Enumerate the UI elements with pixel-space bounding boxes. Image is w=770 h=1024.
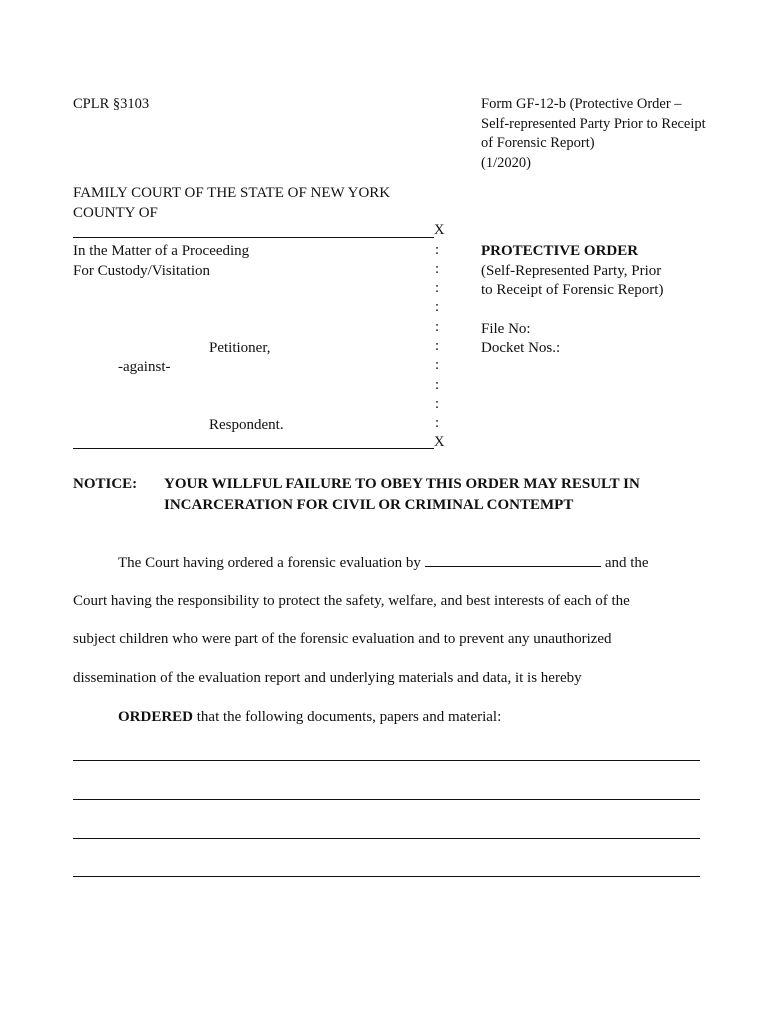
- caption-colon: :: [434, 242, 440, 258]
- caption-colon: :: [434, 261, 440, 277]
- caption-colon: :: [434, 357, 440, 373]
- form-line: Self-represented Party Prior to Receipt: [481, 115, 706, 132]
- court-name: FAMILY COURT OF THE STATE OF NEW YORK: [73, 185, 391, 201]
- notice-label: NOTICE:: [73, 476, 138, 492]
- matter-line-2: For Custody/Visitation: [73, 263, 211, 279]
- file-no-label: File No:: [481, 321, 531, 337]
- body-line-3: subject children who were part of the forensic evaluation and to prevent any unauthorized: [73, 631, 612, 647]
- documents-blank-line[interactable]: [73, 838, 700, 839]
- caption-x-mark-top: X: [434, 222, 445, 238]
- body-line-1: [118, 552, 649, 573]
- ordered-keyword: ORDERED: [118, 709, 194, 725]
- caption-colon: :: [434, 415, 440, 431]
- county-label: COUNTY OF: [73, 205, 158, 221]
- caption-colon: :: [434, 377, 440, 393]
- documents-blank-line[interactable]: [73, 876, 700, 877]
- caption-colon: :: [434, 280, 440, 296]
- caption-colon: :: [434, 299, 440, 315]
- order-subtitle-2: to Receipt of Forensic Report): [481, 282, 664, 298]
- evaluator-blank[interactable]: [425, 552, 601, 567]
- body-line-1-start: The Court having ordered a forensic evaluation by: [118, 555, 421, 571]
- notice-line-1: YOUR WILLFUL FAILURE TO OBEY THIS ORDER MAY RESULT IN: [164, 476, 640, 492]
- caption-colon: :: [434, 319, 440, 335]
- body-line-2: Court having the responsibility to protect the safety, welfare, and best interests of each of the: [73, 593, 630, 609]
- documents-blank-line[interactable]: [73, 760, 700, 761]
- matter-line-1: In the Matter of a Proceeding: [73, 243, 250, 259]
- order-title: PROTECTIVE ORDER: [481, 243, 639, 259]
- docket-nos-label: Docket Nos.:: [481, 340, 561, 356]
- ordered-rest: that the following documents, papers and material:: [193, 709, 502, 725]
- form-identifier: [481, 95, 706, 173]
- order-subtitle-1: (Self-Represented Party, Prior: [481, 263, 662, 279]
- ordered-line: [118, 707, 501, 727]
- body-line-1-end: and the: [604, 555, 649, 571]
- caption-x-mark-bottom: X: [434, 434, 445, 450]
- form-line: of Forensic Report): [481, 135, 595, 151]
- caption-bottom-rule: [73, 448, 434, 449]
- form-line: (1/2020): [481, 154, 531, 171]
- respondent-label: Respondent.: [209, 417, 284, 433]
- petitioner-label: Petitioner,: [209, 340, 271, 356]
- caption-top-rule: [73, 237, 434, 238]
- caption-colon: :: [434, 396, 440, 412]
- documents-blank-line[interactable]: [73, 799, 700, 800]
- against-label: -against-: [118, 359, 171, 375]
- caption-colon: :: [434, 338, 440, 354]
- body-line-4: dissemination of the evaluation report and underlying materials and data, it is hereby: [73, 670, 582, 686]
- statute-citation: CPLR §3103: [73, 96, 150, 112]
- notice-line-2: INCARCERATION FOR CIVIL OR CRIMINAL CONTEMPT: [164, 497, 574, 513]
- form-line: Form GF-12-b (Protective Order –: [481, 96, 682, 112]
